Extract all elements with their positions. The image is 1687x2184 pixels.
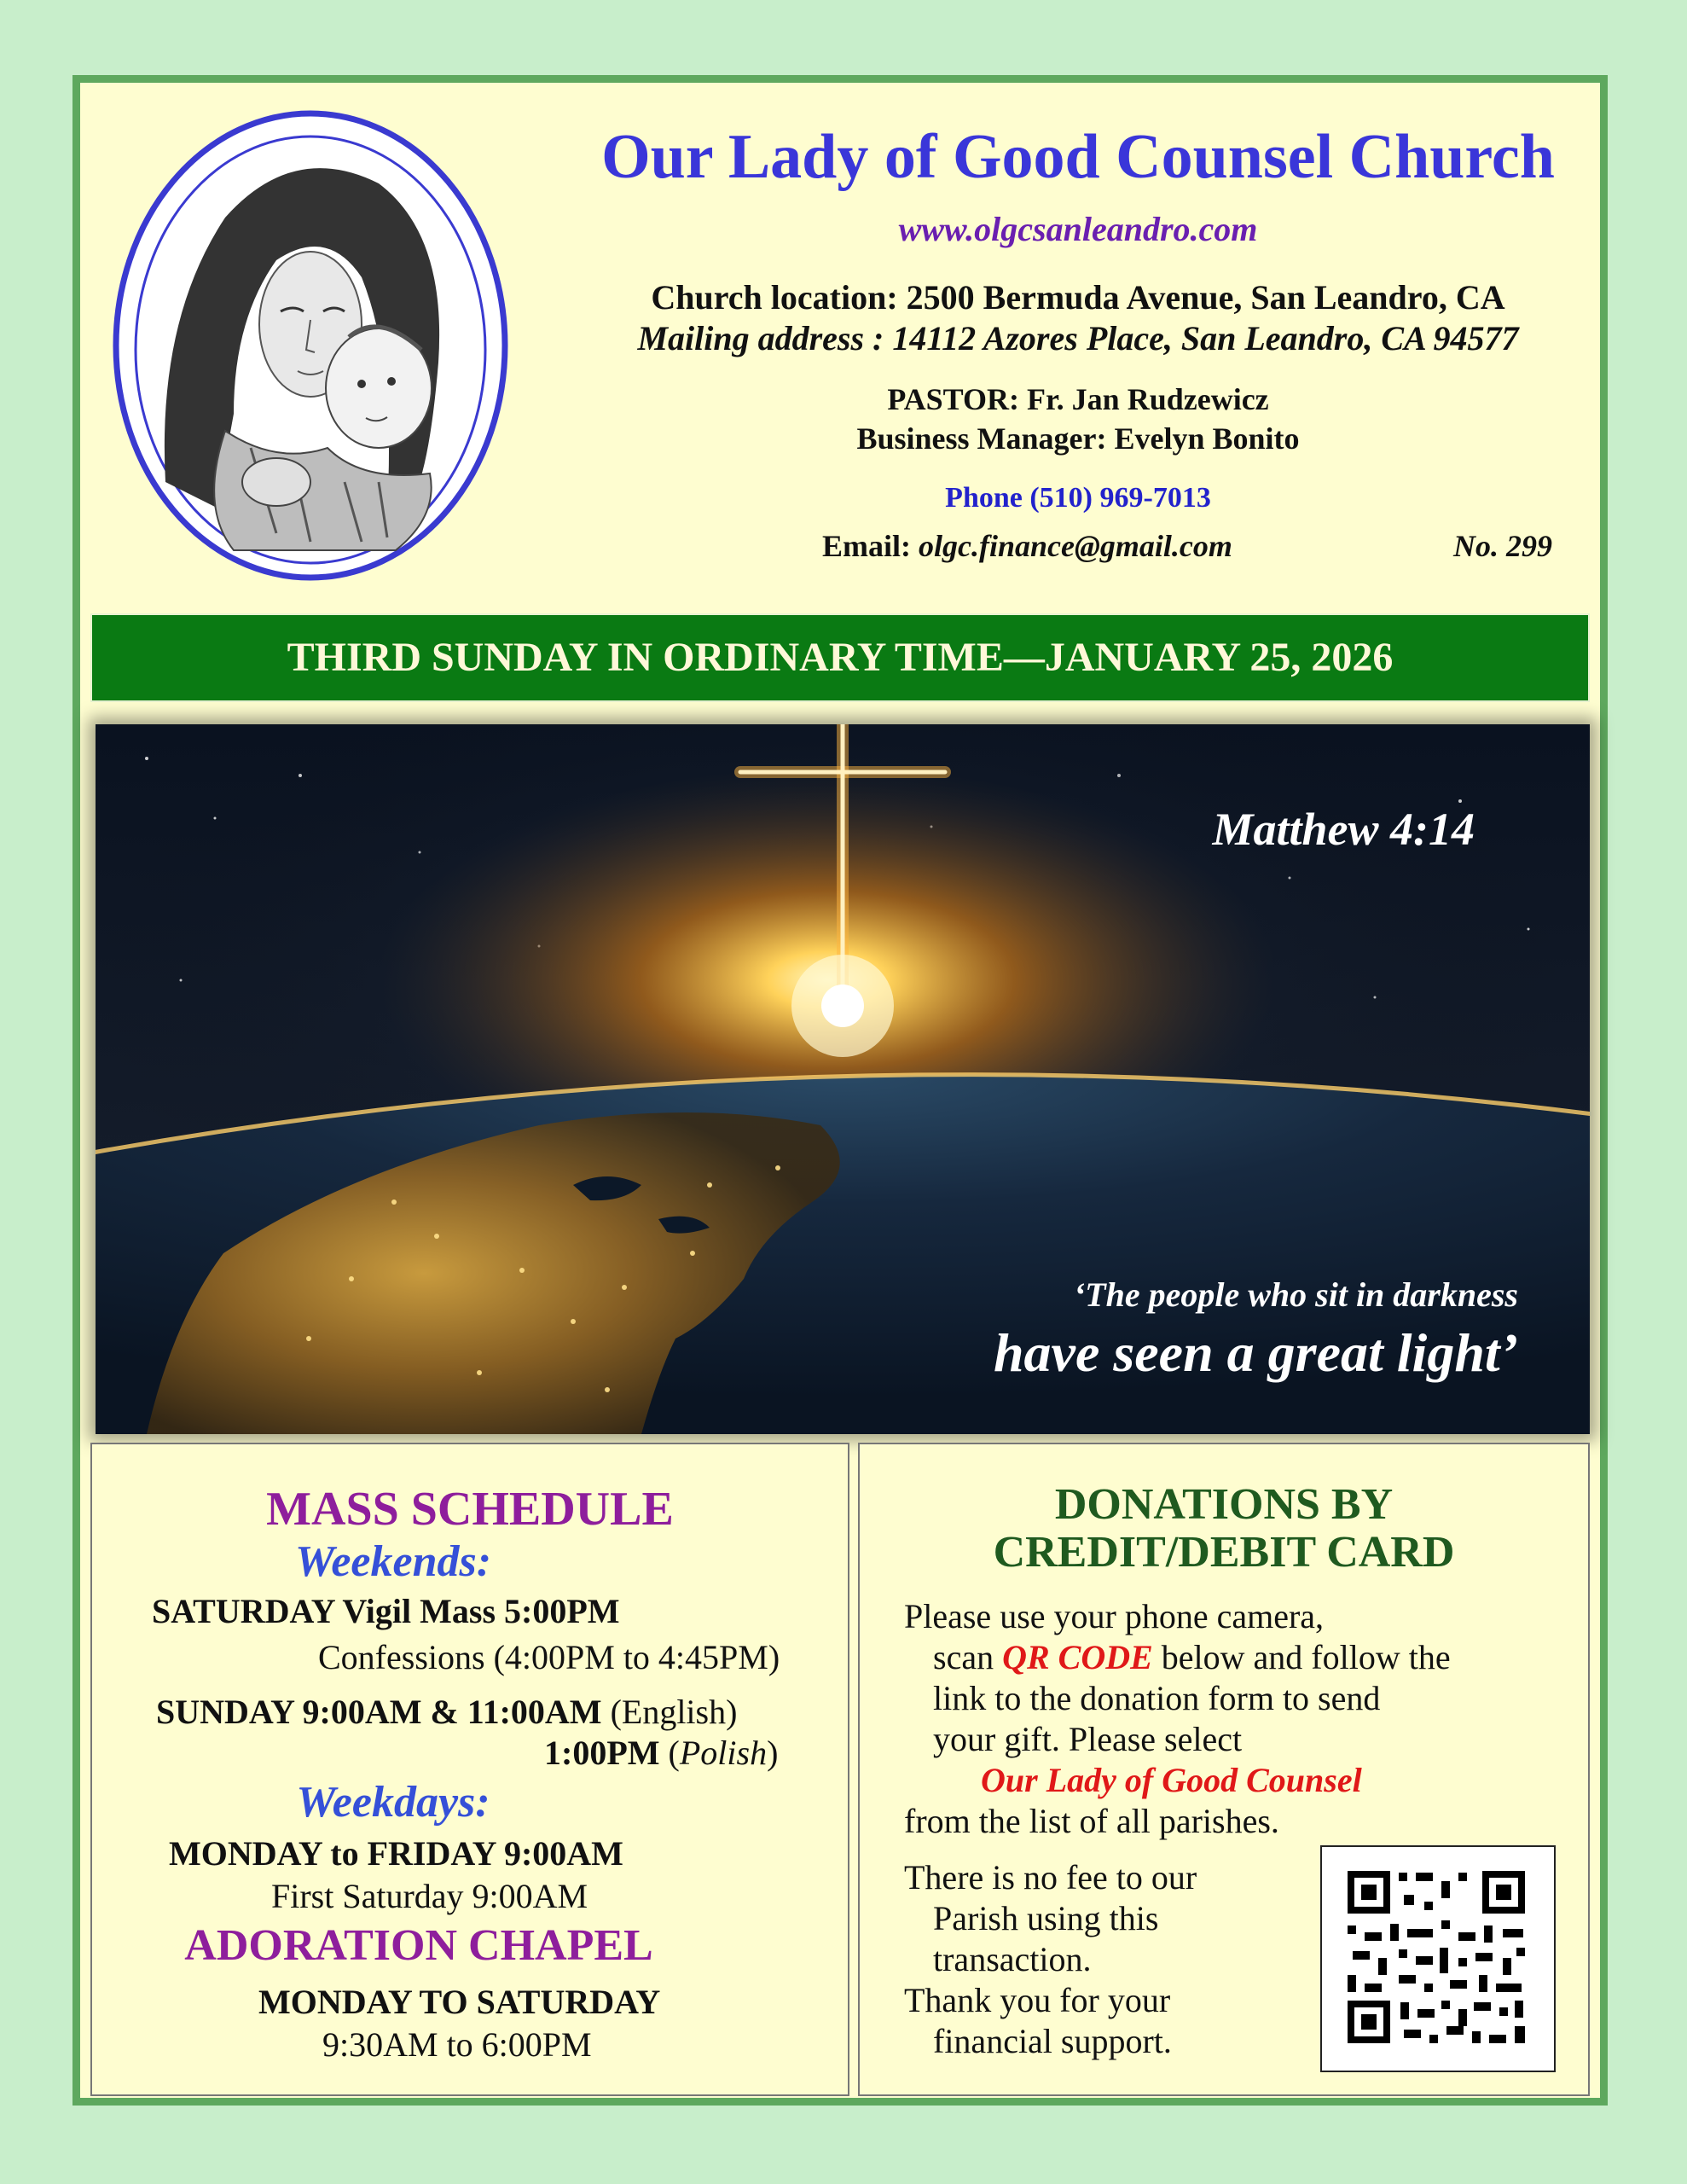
- thanks-line: financial support.: [933, 2022, 1172, 2060]
- paren-close: ): [767, 1734, 779, 1772]
- issue-number: No. 299: [1453, 529, 1552, 563]
- instruction-line: [904, 1637, 1451, 1678]
- bulletin-page: [72, 75, 1608, 2106]
- sunday-polish-time: 1:00PM: [544, 1734, 660, 1772]
- weekends-heading: Weekends:: [294, 1537, 492, 1586]
- adoration-hours: 9:30AM to 6:00PM: [322, 2025, 592, 2064]
- paren-open: (: [659, 1734, 680, 1772]
- church-location: Church location: 2500 Bermuda Avenue, San Leandro, CA: [651, 278, 1505, 317]
- madonna-and-child-logo: [106, 107, 515, 584]
- donations-box: [858, 1443, 1590, 2096]
- email-line: [822, 528, 1232, 564]
- fee-note: [904, 1857, 1197, 2062]
- mailing-address: Mailing address : 14112 Azores Place, San Leandro, CA 94577: [637, 319, 1519, 357]
- sunday-times: SUNDAY 9:00AM & 11:00AM: [156, 1693, 602, 1731]
- instruction-line: link to the donation form to send: [933, 1679, 1381, 1717]
- weekdays-heading: Weekdays:: [296, 1778, 490, 1827]
- mass-schedule-box: [90, 1443, 849, 2096]
- instruction-line: from the list of all parishes.: [904, 1802, 1279, 1840]
- adoration-chapel-title: ADORATION CHAPEL: [184, 1921, 653, 1970]
- fee-line: Parish using this: [933, 1899, 1159, 1937]
- mass-schedule-title: MASS SCHEDULE: [266, 1483, 674, 1536]
- donations-title-line2: CREDIT/DEBIT CARD: [993, 1528, 1455, 1577]
- saturday-vigil: SATURDAY Vigil Mass 5:00PM: [152, 1592, 620, 1630]
- weekday-mass: MONDAY to FRIDAY 9:00AM: [169, 1834, 623, 1873]
- donations-title-line1: DONATIONS BY: [1054, 1480, 1394, 1529]
- thanks-line: Thank you for your: [904, 1981, 1171, 2019]
- sunday-language-english: (English): [601, 1693, 738, 1731]
- instruction-line: Please use your phone camera,: [904, 1597, 1325, 1635]
- fee-line: transaction.: [933, 1940, 1092, 1978]
- pastor-name: PASTOR: Fr. Jan Rudzewicz: [887, 382, 1269, 416]
- website-link[interactable]: www.olgcsanleandro.com: [898, 210, 1258, 248]
- phone-number[interactable]: Phone (510) 969-7013: [945, 482, 1211, 514]
- church-name: Our Lady of Good Counsel Church: [601, 122, 1555, 192]
- business-manager: Business Manager: Evelyn Bonito: [856, 421, 1300, 456]
- qr-code-label: QR CODE: [1002, 1638, 1153, 1676]
- first-saturday: First Saturday 9:00AM: [271, 1877, 588, 1915]
- adoration-days: MONDAY TO SATURDAY: [258, 1983, 661, 2021]
- fee-line: There is no fee to our: [904, 1858, 1197, 1896]
- scripture-quote-line2: have seen a great light’: [993, 1322, 1518, 1383]
- sunday-english: [156, 1692, 737, 1732]
- email-label: Email:: [822, 529, 919, 563]
- donation-instructions: [904, 1596, 1451, 1842]
- parish-name: Our Lady of Good Counsel: [981, 1761, 1362, 1799]
- liturgical-date-banner: THIRD SUNDAY IN ORDINARY TIME—JANUARY 25, 2026: [90, 613, 1590, 702]
- scripture-reference: Matthew 4:14: [1212, 804, 1475, 855]
- instruction-text: below and follow the: [1152, 1638, 1451, 1676]
- sunday-language-polish: Polish: [679, 1734, 768, 1772]
- confessions: Confessions (4:00PM to 4:45PM): [318, 1638, 780, 1676]
- sunday-polish: [544, 1733, 778, 1773]
- hero-image: [96, 724, 1590, 1434]
- qr-code-graphic: [1322, 1847, 1551, 2067]
- instruction-text: scan: [933, 1638, 1003, 1676]
- email-address[interactable]: olgc.finance@gmail.com: [919, 529, 1232, 563]
- donation-qr-code[interactable]: [1320, 1845, 1556, 2072]
- instruction-line: your gift. Please select: [933, 1720, 1243, 1758]
- scripture-quote-line1: ‘The people who sit in darkness: [1073, 1275, 1518, 1314]
